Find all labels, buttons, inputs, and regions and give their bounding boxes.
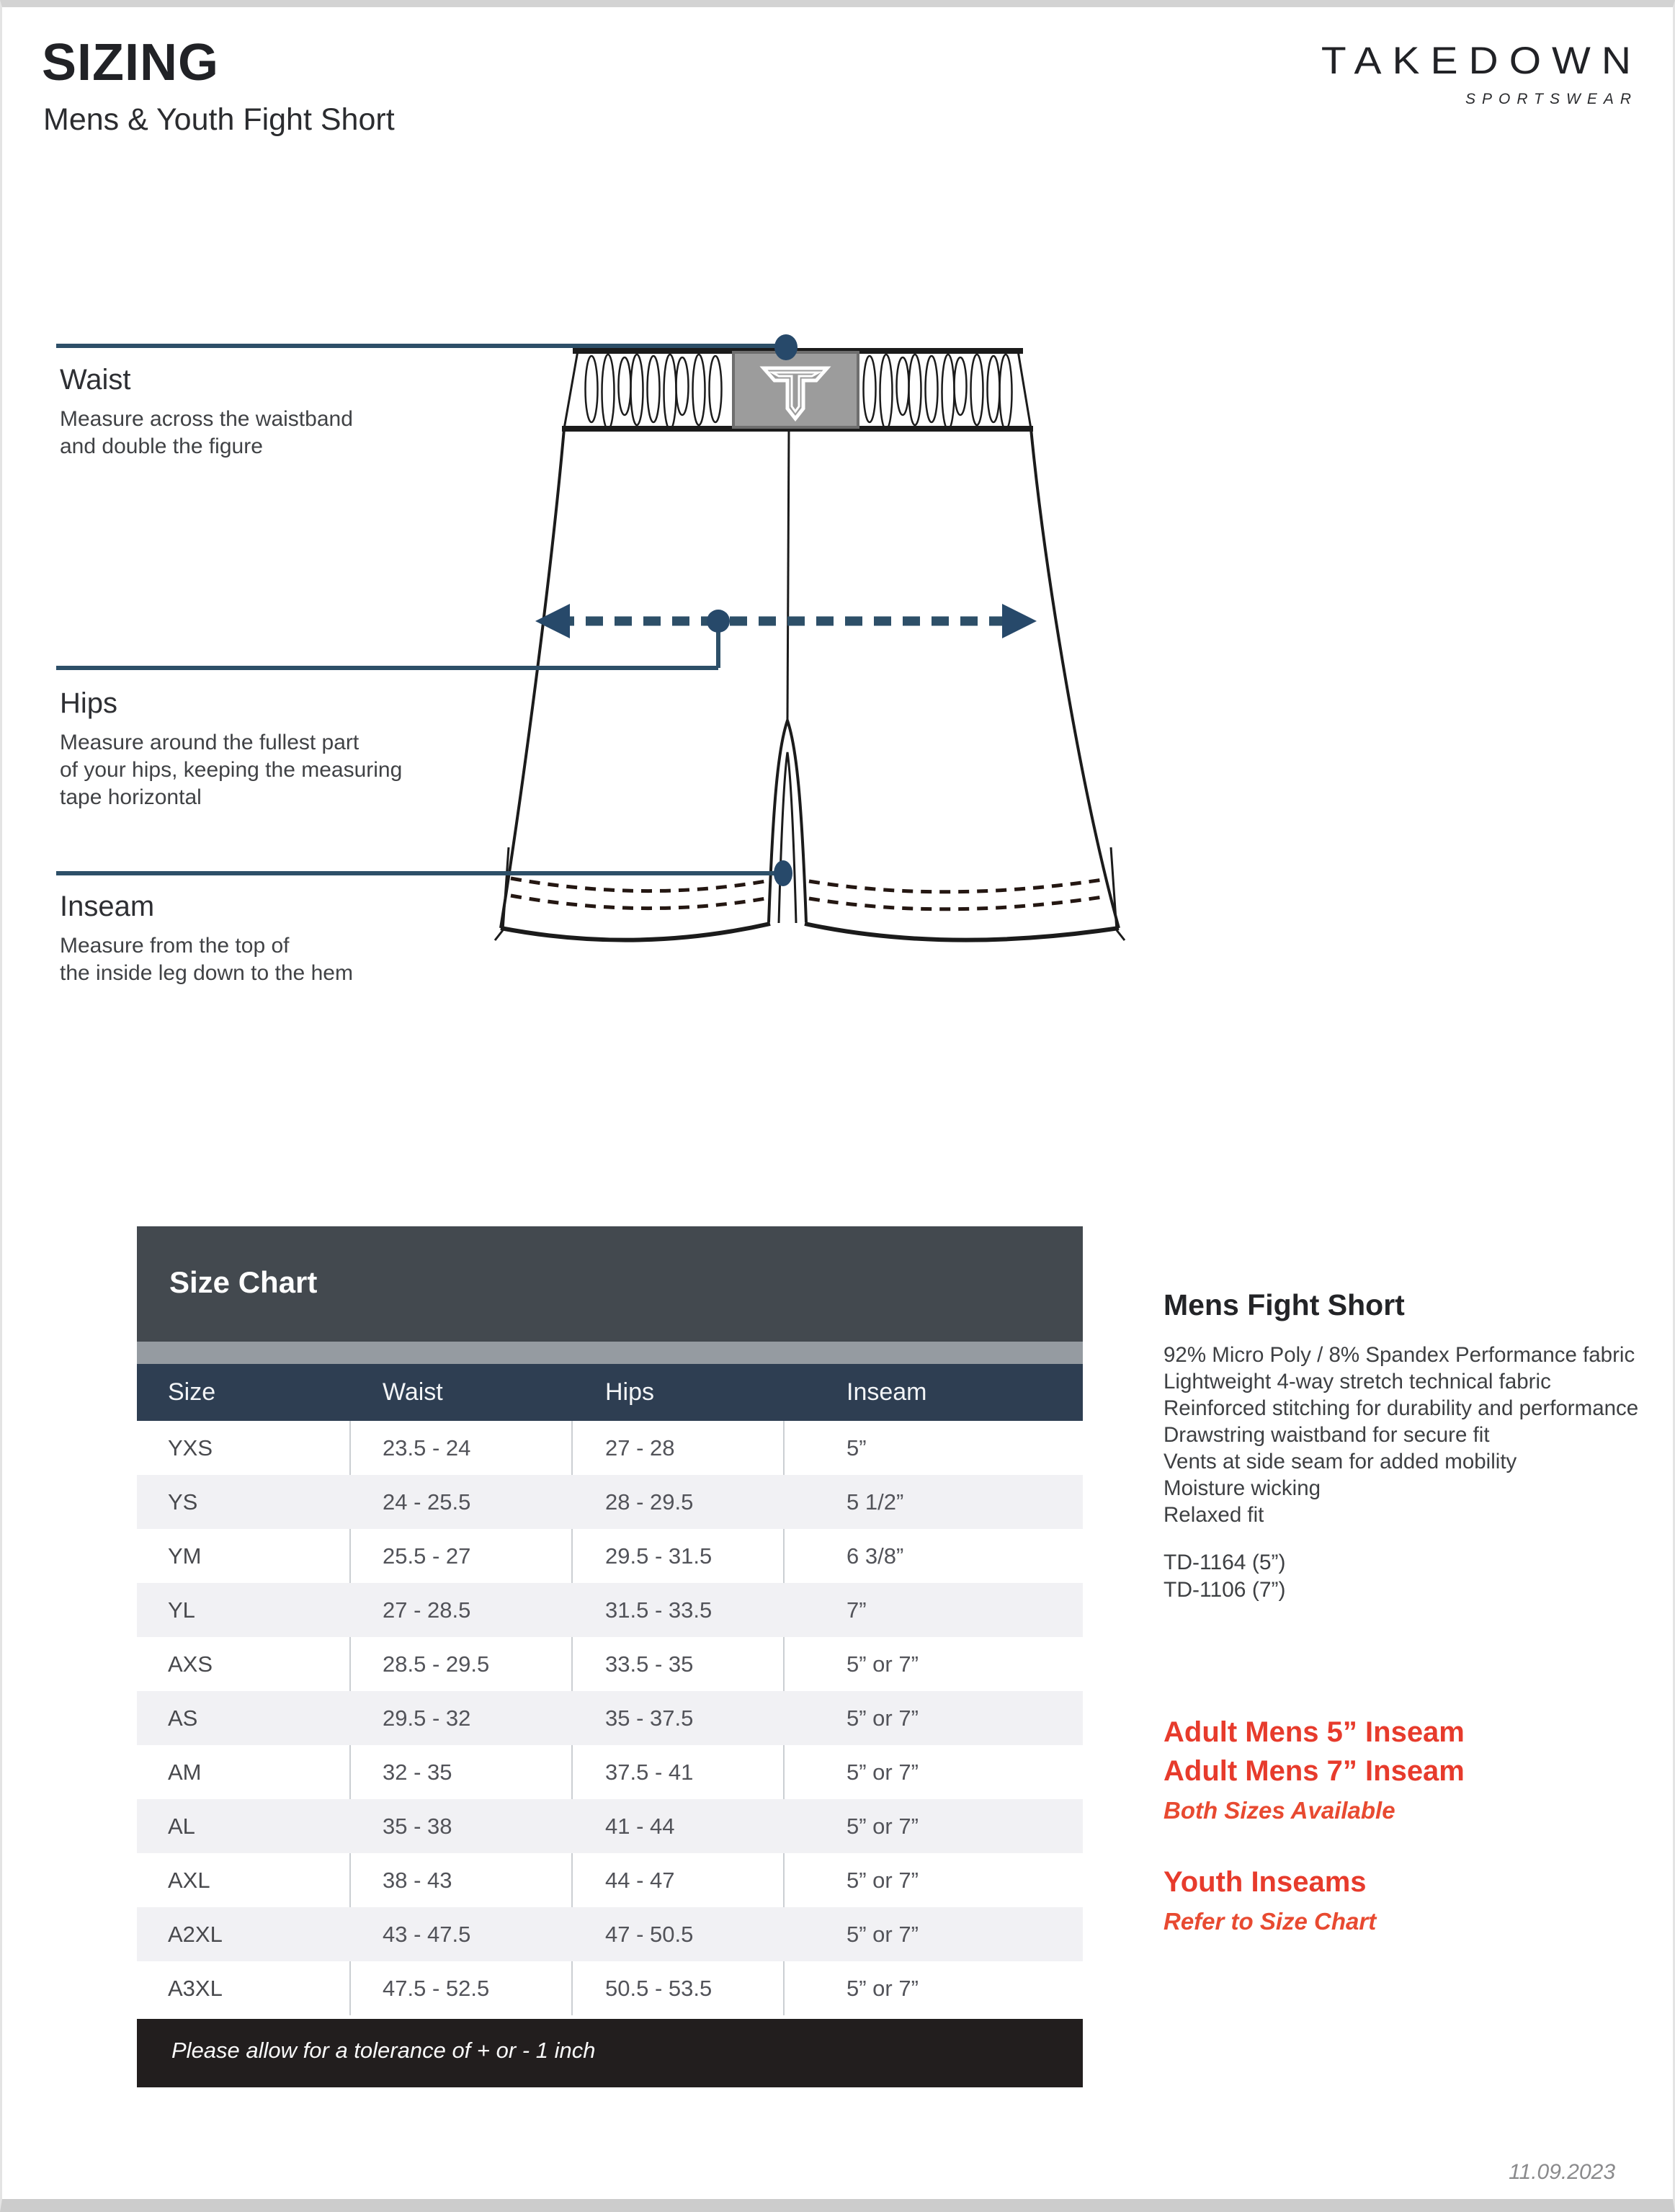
waist-cell: 32 - 35	[383, 1759, 452, 1785]
feature-line: 92% Micro Poly / 8% Spandex Performance fabric	[1163, 1343, 1635, 1367]
size-cell: AL	[168, 1813, 195, 1839]
size-chart-title: Size Chart	[169, 1265, 318, 1299]
size-row-as	[137, 1691, 1083, 1745]
waist-guide-dot	[774, 334, 798, 360]
size-row-yl	[137, 1583, 1083, 1637]
size-cell: YM	[168, 1543, 202, 1569]
sku-7-inch: TD-1106 (7”)	[1163, 1578, 1286, 1602]
size-row-al	[137, 1799, 1083, 1853]
inseam-cell: 5” or 7”	[847, 1705, 919, 1731]
size-chart-divider-strip	[137, 1342, 1083, 1364]
inseam-cell: 6 3/8”	[847, 1543, 904, 1569]
size-row-axl	[137, 1853, 1083, 1907]
hips-cell: 29.5 - 31.5	[605, 1543, 713, 1569]
inseam-cell: 5” or 7”	[847, 1651, 919, 1677]
size-chart	[137, 1226, 1083, 2087]
inseam-guide-dot	[774, 860, 792, 886]
tolerance-bar	[137, 2019, 1083, 2087]
product-skus	[1163, 1549, 1285, 1604]
hips-cell: 27 - 28	[605, 1435, 675, 1460]
inseam-cell: 5” or 7”	[847, 1921, 919, 1947]
waist-cell: 27 - 28.5	[383, 1597, 471, 1623]
hips-cell: 50.5 - 53.5	[605, 1975, 713, 2001]
hips-cell: 41 - 44	[605, 1813, 675, 1839]
waist-label: Waist	[60, 364, 131, 396]
size-cell: A3XL	[168, 1975, 223, 2001]
hips-cell: 44 - 47	[605, 1867, 675, 1893]
waist-cell: 35 - 38	[383, 1813, 452, 1839]
feature-line: Relaxed fit	[1163, 1503, 1264, 1527]
takedown-t-icon	[764, 368, 827, 419]
product-name: Mens Fight Short	[1163, 1288, 1405, 1321]
waist-description: Measure across the waistband and double the figure	[60, 407, 353, 458]
inseam-cell: 7”	[847, 1597, 867, 1623]
feature-line: Lightweight 4-way stretch technical fabric	[1163, 1370, 1551, 1393]
waistband-logo-patch	[733, 352, 858, 427]
size-row-yxs	[137, 1421, 1083, 1475]
size-cell: A2XL	[168, 1921, 223, 1947]
inseam-cell: 5 1/2”	[847, 1489, 904, 1515]
size-cell: AXS	[168, 1651, 213, 1677]
hips-cell: 31.5 - 33.5	[605, 1597, 713, 1623]
both-sizes-note: Both Sizes Available	[1163, 1797, 1395, 1824]
waist-cell: 29.5 - 32	[383, 1705, 471, 1731]
hem-stitching	[511, 878, 1107, 909]
size-cell: YL	[168, 1597, 195, 1623]
inseam-cell: 5”	[847, 1435, 867, 1460]
hips-width-arrow	[535, 604, 1037, 638]
adult-5-inseam-note: Adult Mens 5” Inseam	[1163, 1716, 1465, 1748]
feature-line: Moisture wicking	[1163, 1476, 1321, 1500]
size-row-a2xl	[137, 1907, 1083, 1961]
brand-wordmark: TAKEDOWN	[1321, 39, 1642, 82]
page-title: SIZING	[42, 34, 220, 92]
hips-label: Hips	[60, 687, 118, 719]
waist-cell: 25.5 - 27	[383, 1543, 471, 1569]
waistband-elastic-right	[864, 354, 1012, 429]
tolerance-note: Please allow for a tolerance of + or - 1 inch	[171, 2038, 596, 2063]
waist-cell: 43 - 47.5	[383, 1921, 471, 1947]
waist-cell: 38 - 43	[383, 1867, 452, 1893]
refer-size-chart-note: Refer to Size Chart	[1163, 1908, 1377, 1935]
youth-inseams-note: Youth Inseams	[1163, 1866, 1367, 1898]
adult-7-inseam-note: Adult Mens 7” Inseam	[1163, 1755, 1465, 1787]
size-cell: AS	[168, 1705, 198, 1731]
size-cell: YXS	[168, 1435, 213, 1460]
waist-cell: 28.5 - 29.5	[383, 1651, 490, 1677]
column-header-size: Size	[168, 1378, 216, 1406]
inseam-cell: 5” or 7”	[847, 1867, 919, 1893]
hips-cell: 37.5 - 41	[605, 1759, 694, 1785]
feature-line: Vents at side seam for added mobility	[1163, 1450, 1517, 1473]
hips-cell: 28 - 29.5	[605, 1489, 694, 1515]
waistband-elastic-left	[586, 354, 722, 429]
waist-cell: 24 - 25.5	[383, 1489, 471, 1515]
size-cell: YS	[168, 1489, 198, 1515]
size-chart-title-bar	[137, 1226, 1083, 1342]
inseam-label: Inseam	[60, 891, 155, 922]
inseam-cell: 5” or 7”	[847, 1813, 919, 1839]
brand-logo	[1321, 39, 1642, 108]
hips-description: Measure around the fullest part of your hips, keeping the measuring tape horizontal	[60, 731, 403, 809]
size-row-a3xl	[137, 1961, 1083, 2015]
column-header-inseam: Inseam	[847, 1378, 927, 1406]
waist-cell: 23.5 - 24	[383, 1435, 471, 1460]
size-cell: AXL	[168, 1867, 210, 1893]
size-row-ys	[137, 1475, 1083, 1529]
column-header-hips: Hips	[605, 1378, 655, 1406]
size-row-axs	[137, 1637, 1083, 1691]
hips-cell: 35 - 37.5	[605, 1705, 694, 1731]
size-row-am	[137, 1745, 1083, 1799]
inseam-cell: 5” or 7”	[847, 1975, 919, 2001]
brand-tagline: SPORTSWEAR	[1465, 91, 1638, 107]
document-date: 11.09.2023	[1509, 2160, 1615, 2184]
size-row-ym	[137, 1529, 1083, 1583]
feature-line: Reinforced stitching for durability and performance	[1163, 1396, 1639, 1420]
waist-cell: 47.5 - 52.5	[383, 1975, 490, 2001]
page-subtitle: Mens & Youth Fight Short	[43, 102, 395, 137]
size-chart-header-row	[137, 1364, 1083, 1421]
column-header-waist: Waist	[383, 1378, 443, 1406]
product-features	[1163, 1342, 1638, 1528]
sku-5-inch: TD-1164 (5”)	[1163, 1551, 1286, 1574]
size-table-body	[137, 1421, 1083, 2015]
inseam-cell: 5” or 7”	[847, 1759, 919, 1785]
hips-cell: 47 - 50.5	[605, 1921, 694, 1947]
feature-line: Drawstring waistband for secure fit	[1163, 1423, 1490, 1447]
inseam-description: Measure from the top of the inside leg down to the hem	[60, 934, 353, 985]
size-cell: AM	[168, 1759, 202, 1785]
hips-cell: 33.5 - 35	[605, 1651, 694, 1677]
